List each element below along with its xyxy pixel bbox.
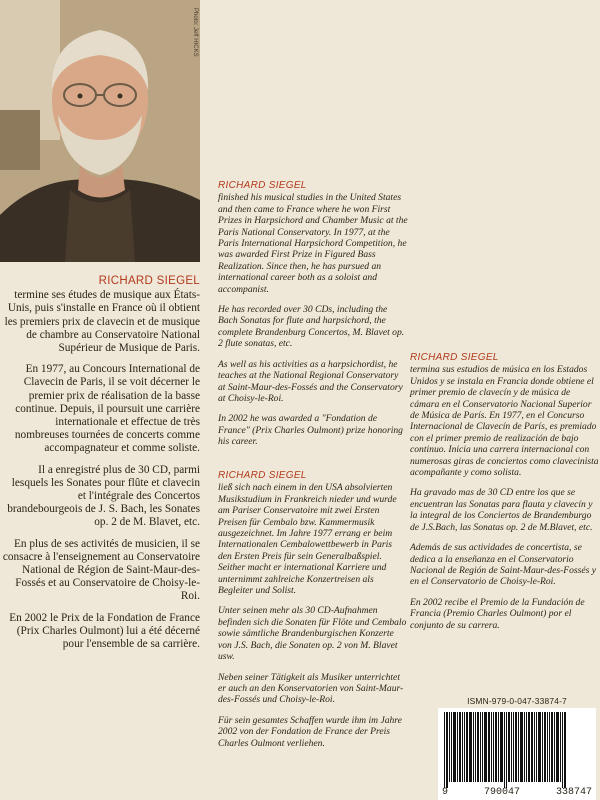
german-biography [218,470,408,758]
barcode-bar [504,712,505,788]
german-paragraph-4: Für sein gesamtes Schaffen wurde ihm im Jahre 2002 von der Fondation de France der Preis Charles Oulmont verliehen. [218,714,402,749]
ismn-number: ISMN-979-0-047-33874-7 [467,696,567,706]
name-heading-german: RICHARD SIEGEL [218,470,307,481]
barcode-bar [482,712,483,782]
german-paragraph-2: Unter seinen mehr als 30 CD-Aufnahmen befinden sich die Sonaten für Flöte und Cembalo sowie sämtliche Brandenburgischen Konzerte von J.S. Bach, die Sonaten op. 2 von M. Blavet usw. [218,605,407,663]
barcode-bar [469,712,472,782]
barcode-bar [480,712,481,782]
barcode-bar [518,712,519,782]
name-heading-spanish: RICHARD SIEGEL [410,352,499,363]
barcode-bar [491,712,492,782]
barcode-bar [462,712,463,782]
barcode [438,708,596,800]
barcode-bars [444,712,590,786]
barcode-bar [495,712,497,782]
barcode-bar [459,712,461,782]
barcode-bar [538,712,541,782]
barcode-bar [542,712,543,782]
spanish-paragraph-2: Ha gravado mas de 30 CD entre los que se encuentran las Sonatas para flauta y clavecín y la integral de los Conciertos de Brandemburgo de J.S.Bach, las Sonatas op. 2 de M.Blavet, etc. [410,487,593,533]
barcode-bar [484,712,487,782]
english-paragraph-3: As well as his activities as a harpsichordist, he teaches at the National Regional Conservatory at Saint-Maur-des-Fossés and the Conservatory at Choisy-le-Roi. [218,358,403,404]
french-paragraph-5: En 2002 le Prix de la Fondation de France (Prix Charles Oulmont) lui a été décerné pour l'ensemble de sa carrière. [9,611,200,651]
barcode-bar [515,712,517,782]
portrait-photo [0,0,200,262]
barcode-bar [453,712,456,782]
german-paragraph-1: ließ sich nach einem in den USA absolvierten Musikstudium in Frankreich nieder und wurde am Pariser Conservatoire mit zwei Ersten Preisen für Cembalo bzw. Kammermusik ausgezeichnet. Im Jahre 1977 errang er beim Internationalen Cembalowettbewerb in Paris den Ersten Preis für sein Generalbaßspiel. Seither macht er international Karriere und unternimmt zahlreiche Konzertreisen als Begleiter und Solist. [218,482,397,597]
english-paragraph-2: He has recorded over 30 CDs, including the Bach Sonatas for flute and harpsichord, the complete Brandenburg Concertos, M. Blavet op. 2 flute sonatas, etc. [218,304,405,350]
photo-credit: Photo: Jeff HICKS [192,8,198,57]
french-paragraph-1: termine ses études de musique aux États-Unis, puis s'installe en France où il obtient les premiers prix de clavecin et de musique de chambre au Conservatoire National Supérieur de Musique de Paris. [4,289,200,355]
spanish-paragraph-1: termina sus estudios de música en los Estados Unidos y se instala en Francia donde obtiene el primer premio de clavecín y de música de cámara en el Conservatorio Nacional Superior de Música de París. En 1977, en el Concurso Internacional de Clavecín de París, es premiado con el primer premio de realización de bajo continuo. Inicia una carrera internacional con numerosas giras de conciertos como clavecinista acompañante y como solista. [410,364,599,479]
barcode-bar [554,712,555,782]
barcode-bar [562,712,563,788]
barcode-bar [520,712,523,782]
barcode-bar [464,712,465,782]
barcode-bar [473,712,474,782]
barcode-bar [513,712,514,782]
german-paragraph-3: Neben seiner Tätigkeit als Musiker unterrichtet er auch an den Konservatorien von Saint-Maur-des-Fossés und Choisy-le-Roi. [218,671,404,706]
name-heading-french: RICHARD SIEGEL [98,275,200,287]
barcode-bar [534,712,535,782]
barcode-digits-left: 790047 [483,787,520,798]
barcode-bar [511,712,512,782]
barcode-bar [466,712,468,782]
barcode-bar [451,712,452,782]
barcode-bar [498,712,499,782]
barcode-bar [506,712,507,788]
barcode-bar [547,712,548,782]
barcode-bar [544,712,546,782]
barcode-bar [536,712,537,782]
barcode-bar [475,712,476,782]
barcode-digits [442,787,592,798]
barcode-bar [500,712,503,782]
spanish-biography [410,352,600,640]
barcode-bar [551,712,553,782]
french-paragraph-3: Il a enregistré plus de 30 CD, parmi lesquels les Sonates pour flûte et clavecin et l'intégrale des Concertos brandebourgeois de J. S. Bach, les Sonates op. 2 de M. Blavet, etc. [7,463,200,529]
barcode-bar [549,712,550,782]
barcode-bar [449,712,450,782]
spanish-paragraph-4: En 2002 recibe el Premio de la Fundación de Francia (Premio Charles Oulmont) por el conjunto de su carrera. [410,596,585,631]
barcode-digits-right: 338747 [555,787,592,798]
english-biography [218,180,408,457]
barcode-digit-first: 9 [442,787,449,798]
barcode-bar [444,712,445,788]
spanish-paragraph-3: Además de sus actividades de concertista, se dedica a la enseñanza en el Conservatorio Nacional de Región de Saint-Maur-des-Fossés y en el Conservatorio de Choisy-le-Roi. [410,542,597,588]
barcode-bar [528,712,530,782]
barcode-bar [477,712,479,782]
barcode-bar [446,712,448,788]
barcode-bar [531,712,533,782]
barcode-bar [564,712,566,788]
barcode-bar [524,712,525,782]
name-heading-english: RICHARD SIEGEL [218,180,307,191]
french-paragraph-2: En 1977, au Concours International de Clavecin de Paris, il se voit décerner le premier prix de réalisation de la basse continue. Depuis, il poursuit une carrière internationale et effectue de très nombreuses tournées de concerts comme accompagnateur et comme soliste. [14,363,200,455]
barcode-block [438,696,596,800]
barcode-bar [508,712,510,782]
barcode-bar [488,712,490,782]
barcode-bar [493,712,494,782]
english-paragraph-1: finished his musical studies in the United States and then came to France where he won First Prizes in Harpsichord and Chamber Music at the Paris National Conservatory. In 1977, at the Paris International Harpsichord Competition, he was awarded First Prize in Figured Bass Realization. Since then, he has pursued an international career both as a soloist and accompanist. [218,192,408,295]
french-paragraph-4: En plus de ses activités de musicien, il se consacre à l'enseignement au Conservatoire National de Région de Saint-Maur-des-Fossés et au Conservatoire de Choisy-le-Roi. [2,537,200,603]
french-biography [2,275,200,659]
barcode-bar [556,712,559,782]
barcode-bar [560,712,561,782]
english-paragraph-4: In 2002 he was awarded a "Fondation de France" (Prix Charles Oulmont) prize honoring his career. [218,413,403,448]
barcode-bar [457,712,458,782]
barcode-bar [526,712,527,782]
